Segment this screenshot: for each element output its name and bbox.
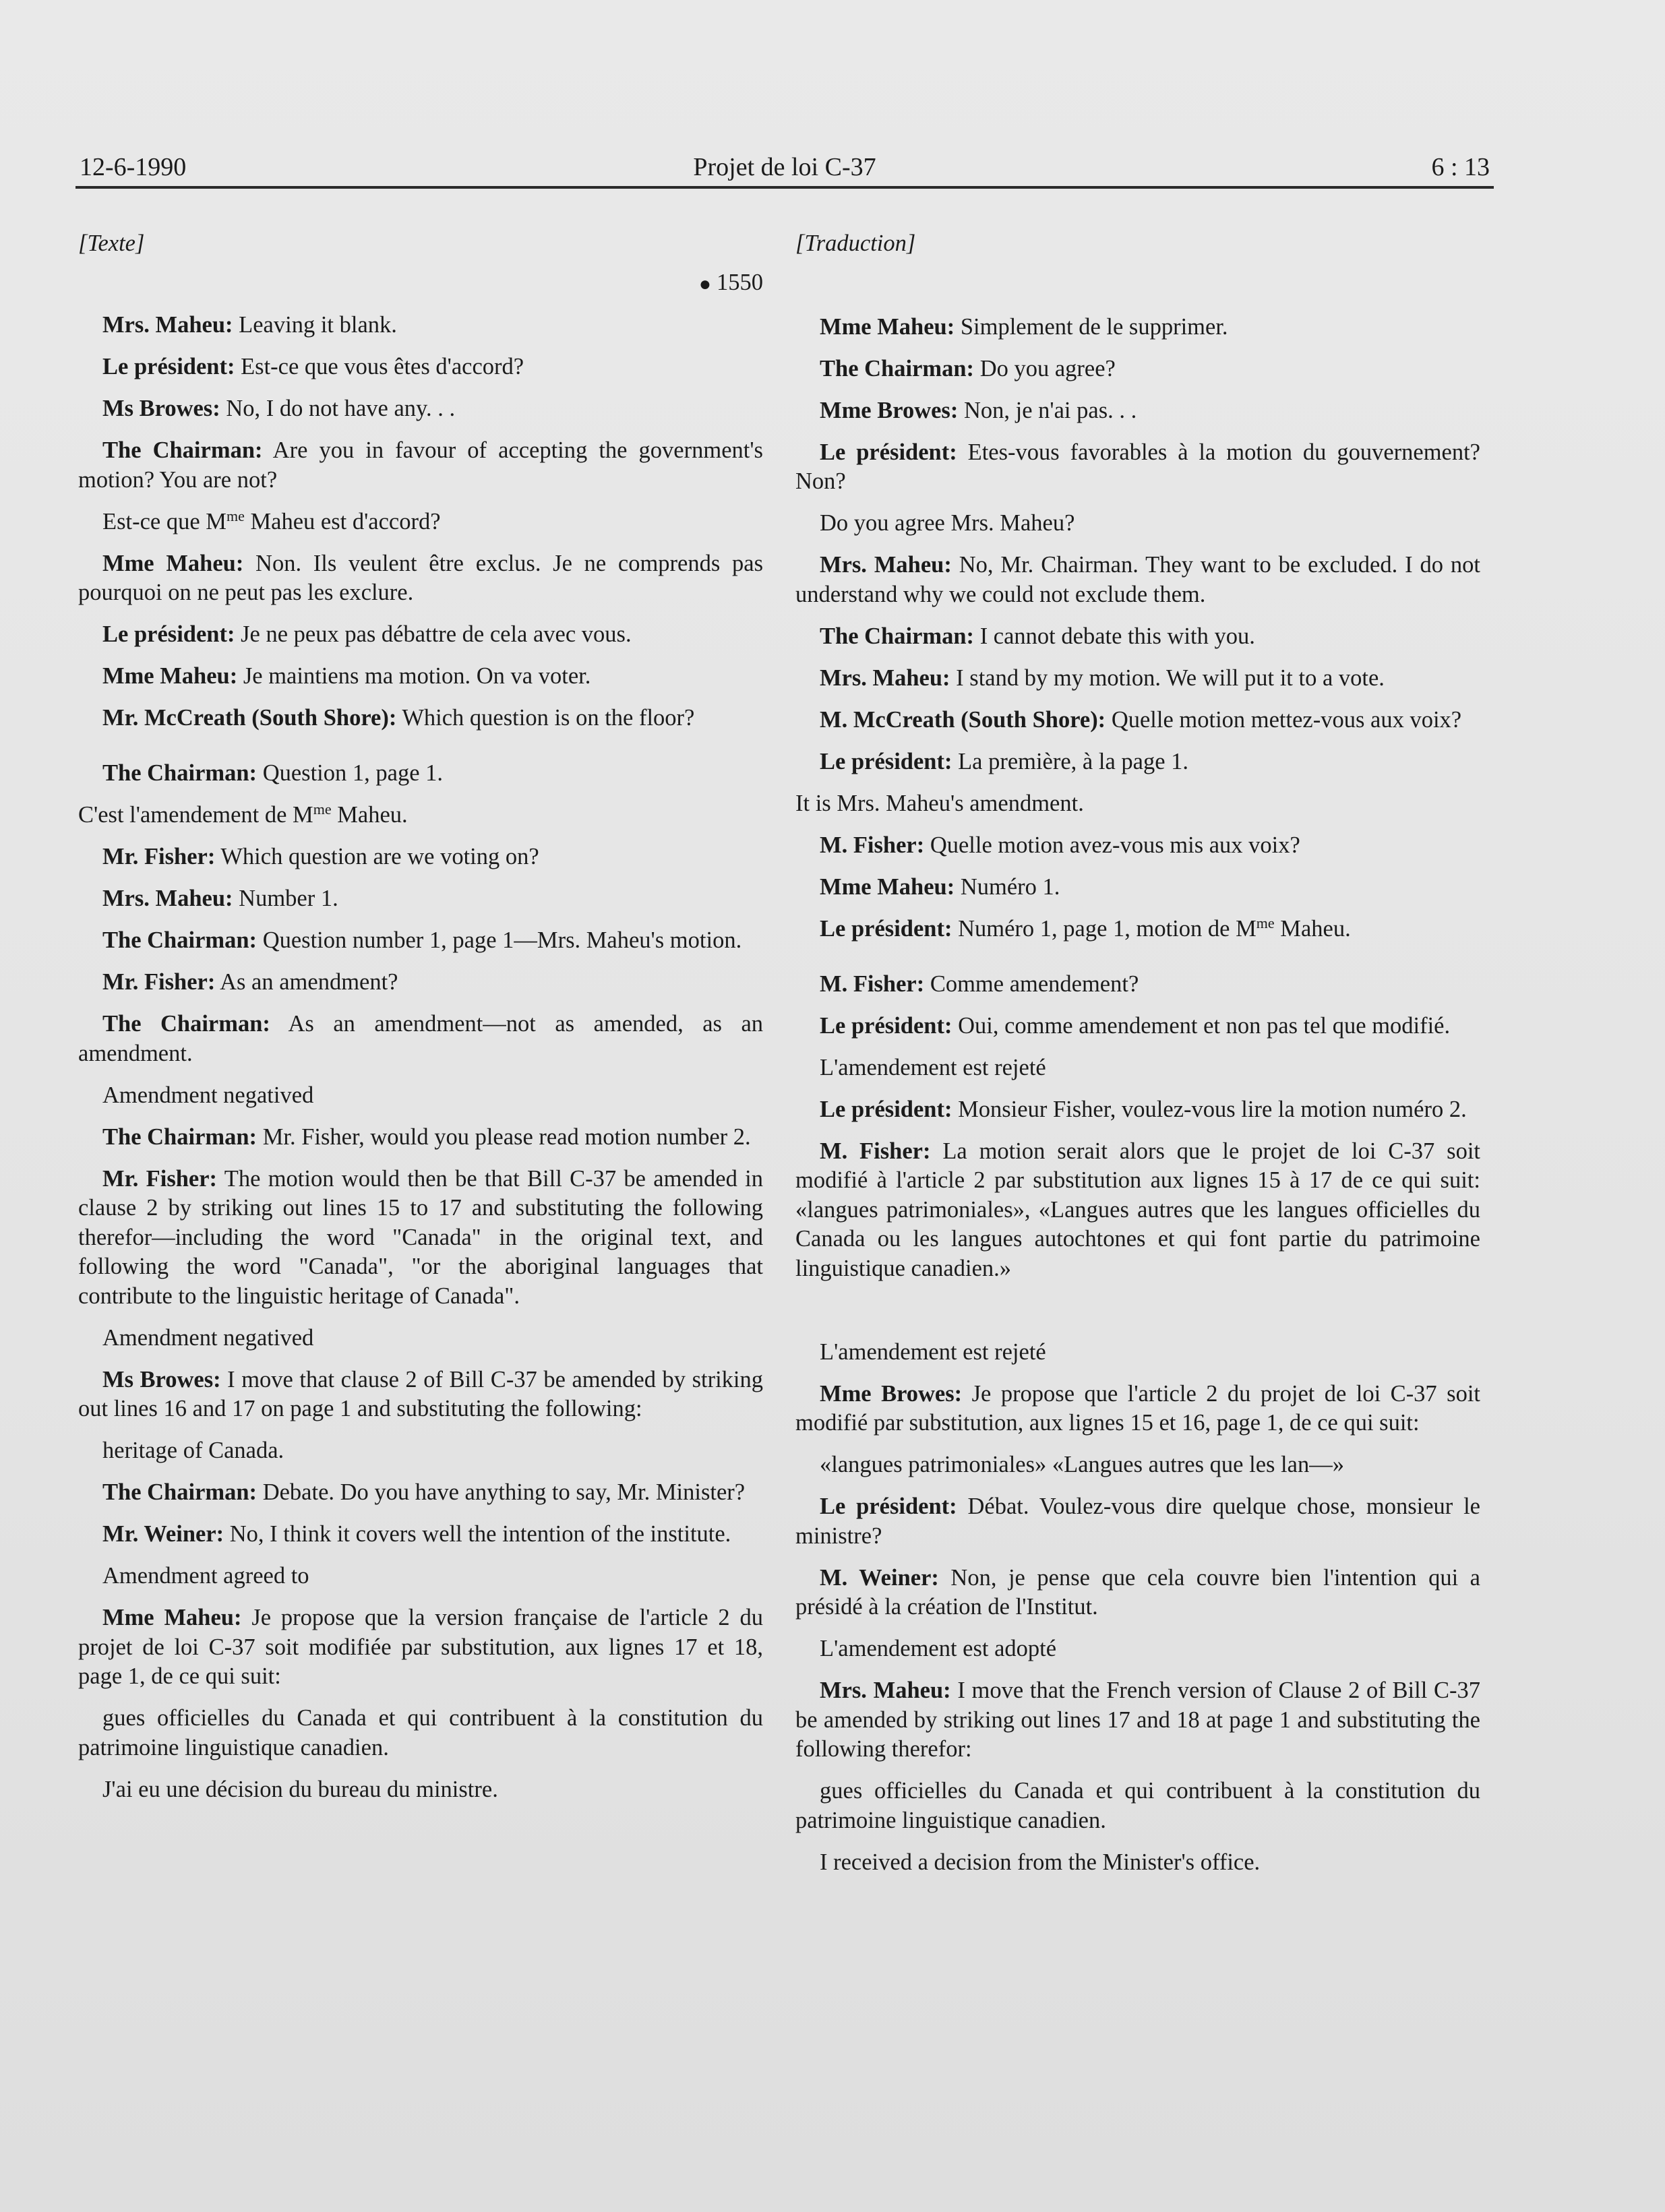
speech-text: Do you agree? [974, 355, 1116, 381]
speaker-name: Mr. Fisher: [102, 844, 216, 870]
speech-text: Est-ce que vous êtes d'accord? [235, 354, 524, 380]
speaker-name: M. Fisher: [820, 971, 925, 997]
procedural-note: L'amendement est rejeté [820, 1339, 1046, 1365]
procedural-note: L'amendement est rejeté [820, 1054, 1046, 1080]
speech-text: Non. Ils veulent être exclus. Je ne comprends pas pourquoi on ne peut pas les exclure. [78, 550, 763, 606]
intervention [78, 352, 763, 382]
intervention [795, 970, 1480, 1000]
speech-text: Etes-vous favorables à la motion du gouvernement? Non? [795, 439, 1480, 494]
continuation-paragraph: It is Mrs. Maheu's amendment. [795, 790, 1084, 816]
speaker-name: The Chairman: [820, 623, 975, 649]
intervention [795, 551, 1480, 609]
speaker-name: Mrs. Maheu: [820, 552, 952, 578]
speaker-name: Mme Maheu: [820, 313, 955, 340]
speaker-name: The Chairman: [102, 437, 263, 464]
right-column-translation [795, 229, 1480, 1890]
intervention [795, 396, 1480, 426]
quoted-text: gues officielles du Canada et qui contribuent à la constitution du patrimoine linguistique canadien. [795, 1778, 1480, 1833]
speech-text: Question number 1, page 1—Mrs. Maheu's motion. [257, 927, 742, 954]
speaker-name: Mr. Weiner: [102, 1521, 224, 1547]
speech-text: Non, je pense que cela couvre bien l'intention qui a présidé à la création de l'Institut. [795, 1564, 1480, 1620]
speech-text: Question 1, page 1. [257, 760, 444, 787]
intervention [795, 1137, 1480, 1284]
intervention [795, 831, 1480, 861]
speaker-name: Mme Maheu: [102, 550, 244, 576]
speech-text: Quelle motion avez-vous mis aux voix? [924, 832, 1300, 858]
procedural-note: Amendment agreed to [102, 1563, 309, 1589]
intervention: Le président: Numéro 1, page 1, motion de $M^{me}$ Maheu. [820, 914, 1351, 942]
procedural-note: Amendment negatived [102, 1082, 314, 1108]
speech-text: Which question are we voting on? [215, 844, 539, 870]
intervention [78, 884, 763, 914]
speaker-name: Le président: [820, 1494, 957, 1519]
header-date: 12-6-1990 [80, 153, 187, 181]
speaker-name: Mme Maheu: [102, 663, 238, 689]
continuation-paragraph: I received a decision from the Minister's office. [820, 1849, 1261, 1875]
speaker-name: M. Fisher: [820, 832, 925, 858]
speech-text: Je propose que la version française de l'article 2 du projet de loi C-37 soit modifiée par substitution, aux lignes 17 et 18, page 1, de ce qui suit: [78, 1605, 764, 1690]
speaker-name: Mme Maheu: [820, 873, 955, 900]
speaker-name: The Chairman: [102, 1479, 258, 1506]
intervention [795, 1012, 1480, 1041]
speaker-name: Mrs. Maheu: [820, 1678, 951, 1703]
intervention [795, 438, 1480, 497]
speech-text: Quelle motion mettez-vous aux voix? [1106, 706, 1462, 733]
speaker-name: Mme Maheu: [102, 1605, 242, 1631]
continuation-paragraph: Est-ce que $M^{me}$ Maheu est d'accord? [102, 507, 441, 534]
speaker-name: Mrs. Maheu: [102, 886, 233, 912]
intervention [78, 394, 763, 424]
right-column-tag: [Traduction] [795, 231, 916, 256]
intervention [78, 1603, 763, 1692]
speech-text: La première, à la page 1. [952, 748, 1189, 774]
speaker-name: Le président: [102, 354, 235, 380]
speaker-name: M. Fisher: [820, 1138, 931, 1164]
speaker-name: Mme Browes: [820, 1380, 963, 1407]
continuation-paragraph: J'ai eu une décision du bureau du ministre. [102, 1776, 498, 1802]
procedural-note: L'amendement est adopté [820, 1636, 1057, 1661]
speech-text: Je ne peux pas débattre de cela avec vous. [235, 621, 632, 648]
speech-text: No, I do not have any. . . [220, 396, 456, 422]
quoted-text: gues officielles du Canada et qui contribuent à la constitution du patrimoine linguistique canadien. [78, 1705, 763, 1760]
intervention [78, 662, 763, 692]
intervention [795, 706, 1480, 735]
speech-text: Débat. Voulez-vous dire quelque chose, monsieur le ministre? [795, 1494, 1480, 1549]
time-marker: ● 1550 [698, 269, 763, 295]
speech-text: Je maintiens ma motion. On va voter. [237, 663, 591, 689]
speaker-name: M. Weiner: [820, 1564, 939, 1591]
speaker-name: Le président: [820, 1012, 952, 1039]
intervention [795, 747, 1480, 777]
speech-text: Simplement de le supprimer. [955, 313, 1228, 340]
intervention [795, 313, 1480, 342]
speaker-name: Le président: [102, 621, 235, 648]
speech-text: I move that the French version of Clause 2 of Bill C-37 be amended by striking out lines 17 and 18 at page 1 and substituting the following therefor: [795, 1678, 1480, 1762]
speaker-name: Le président: [820, 439, 957, 465]
intervention [795, 1380, 1480, 1438]
speech-text: Oui, comme amendement et non pas tel que modifié. [952, 1012, 1451, 1039]
speaker-name: Mr. Fisher: [102, 969, 216, 995]
speech-text: Non, je n'ai pas. . . [958, 397, 1137, 423]
intervention [78, 759, 763, 789]
intervention [795, 873, 1480, 902]
speech-text: Numéro 1. [955, 873, 1060, 900]
intervention [795, 1564, 1480, 1622]
quoted-text: «langues patrimoniales» «Langues autres que les lan—» [820, 1452, 1344, 1477]
speech-text: As an amendment? [215, 969, 398, 995]
speech-text: Monsieur Fisher, voulez-vous lire la motion numéro 2. [952, 1096, 1467, 1122]
intervention [78, 549, 763, 608]
speaker-name: Le président: [820, 915, 952, 942]
intervention [78, 1520, 763, 1549]
running-header [75, 144, 1494, 189]
intervention [78, 436, 763, 495]
intervention [795, 622, 1480, 652]
speech-text: Are you in favour of accepting the government's motion? You are not? [78, 437, 763, 493]
intervention [78, 1478, 763, 1508]
speaker-name: The Chairman: [102, 1124, 258, 1150]
speaker-name: Mr. McCreath (South Shore): [102, 705, 397, 731]
speaker-name: Mrs. Maheu: [102, 312, 233, 338]
speaker-name: The Chairman: [102, 1011, 270, 1037]
continuation-paragraph: C'est l'amendement de $M^{me}$ Maheu. [78, 801, 408, 828]
intervention [78, 1123, 763, 1153]
speech-text: Comme amendement? [924, 971, 1139, 997]
speaker-name: Mrs. Maheu: [820, 665, 950, 691]
speech-text: Number 1. [233, 886, 338, 912]
speech-text: I cannot debate this with you. [974, 623, 1255, 649]
header-page-number: 6 : 13 [1431, 153, 1490, 181]
speaker-name: M. McCreath (South Shore): [820, 706, 1106, 733]
speech-text: Leaving it blank. [233, 312, 397, 338]
intervention [795, 1095, 1480, 1125]
left-column-original-text [78, 229, 763, 1817]
intervention [78, 311, 763, 340]
speech-text: As an amendment—not as amended, as an amendment. [78, 1011, 764, 1066]
speaker-name: The Chairman: [820, 355, 975, 381]
intervention [78, 1010, 763, 1068]
intervention [795, 1676, 1480, 1764]
intervention [78, 1165, 763, 1312]
speaker-name: Mme Browes: [820, 397, 959, 423]
speech-text: Je propose que l'article 2 du projet de loi C-37 soit modifié par substitution, aux lignes 15 et 16, page 1, de ce qui suit: [795, 1380, 1480, 1436]
speaker-name: The Chairman: [102, 760, 258, 787]
intervention [78, 926, 763, 956]
intervention [78, 1365, 763, 1424]
speaker-name: Le président: [820, 748, 952, 774]
speech-text: I stand by my motion. We will put it to a vote. [950, 665, 1385, 691]
speaker-name: Mr. Fisher: [102, 1165, 218, 1192]
bullet-icon: ● [698, 272, 711, 295]
left-column-tag: [Texte] [78, 231, 145, 256]
speech-text: The motion would then be that Bill C-37 be amended in clause 2 by striking out lines 15 to 17 and substituting the following therefor—including the word "Canada" in the original text, and following the word "Canada", "or the aboriginal languages that contribute to the linguistic heritage of Canada". [78, 1165, 763, 1309]
speech-text: La motion serait alors que le projet de loi C-37 soit modifié à l'article 2 par substitution aux lignes 15 à 17 de ce qui suit: «langues patrimoniales», «Langues autres que les langues officielles du Canada ou les langues autochtones et qui font partie du patrimoine linguistique canadien.» [795, 1138, 1480, 1281]
speech-text: I move that clause 2 of Bill C-37 be amended by striking out lines 16 and 17 on page 1 and substituting the following: [78, 1366, 763, 1422]
speaker-name: Ms Browes: [102, 396, 220, 422]
intervention [795, 355, 1480, 384]
intervention [78, 704, 763, 733]
speech-text: No, Mr. Chairman. They want to be excluded. I do not understand why we could not exclude them. [795, 552, 1481, 607]
speech-text: Mr. Fisher, would you please read motion number 2. [257, 1124, 751, 1150]
speech-text: Which question is on the floor? [396, 705, 695, 731]
procedural-note: Amendment negatived [102, 1324, 314, 1351]
speaker-name: Le président: [820, 1096, 952, 1122]
intervention [795, 1492, 1480, 1551]
continuation-paragraph: Do you agree Mrs. Maheu? [820, 510, 1075, 536]
intervention [78, 620, 763, 650]
speech-text: Debate. Do you have anything to say, Mr. Minister? [257, 1479, 746, 1506]
speaker-name: Ms Browes: [102, 1366, 221, 1392]
intervention [78, 842, 763, 872]
speaker-name: The Chairman: [102, 927, 258, 954]
speech-text: No, I think it covers well the intention of the institute. [224, 1521, 731, 1547]
intervention [795, 664, 1480, 694]
quoted-text: heritage of Canada. [102, 1438, 284, 1464]
intervention [78, 968, 763, 997]
header-title: Projet de loi C-37 [693, 153, 876, 181]
